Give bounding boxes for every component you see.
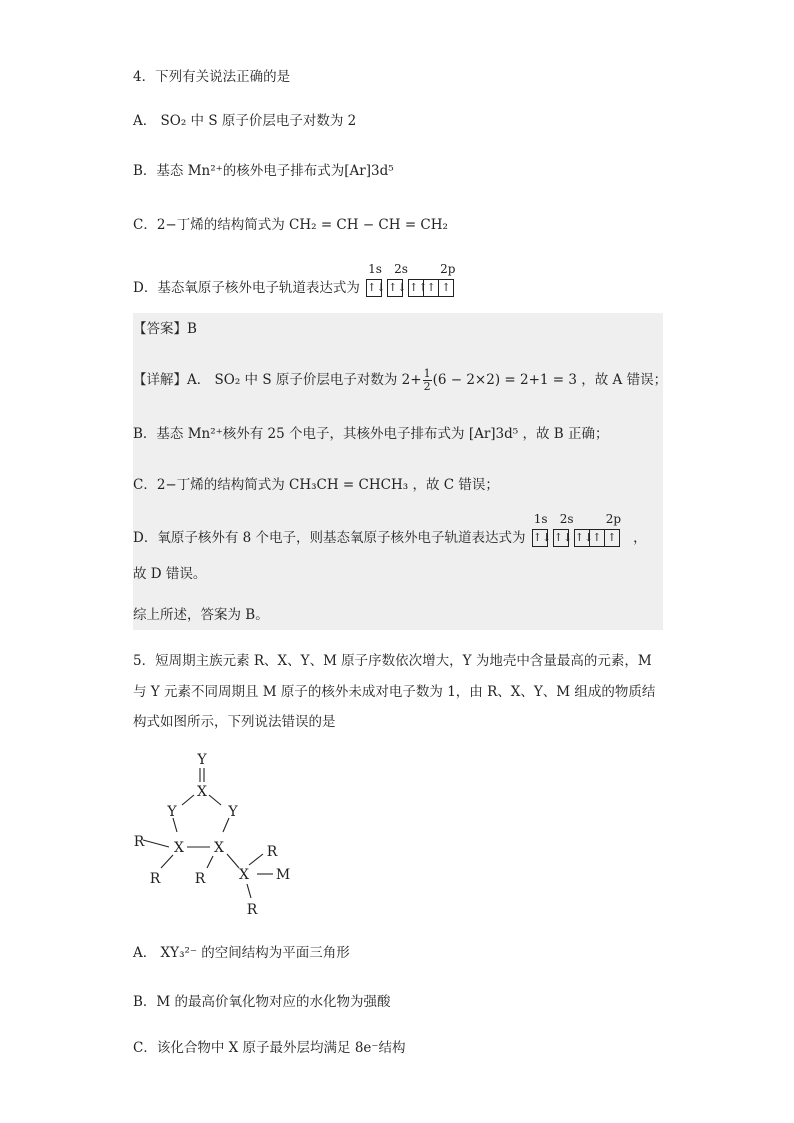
detail-a-text: 【详解】A． SO₂ 中 S 原子价层电子对数为 2+ (133, 372, 422, 388)
q4-option-a: A． SO₂ 中 S 原子价层电子对数为 2 (133, 113, 357, 129)
detail-d-comma: ， (633, 530, 647, 546)
fraction (423, 368, 432, 393)
answer-detail-d-end: 故 D 错误。 (133, 566, 207, 582)
q5-line-2: 与 Y 元素不同周期且 M 原子的核外未成对电子数为 1，由 R、X、Y、M 组成的物质结 (133, 684, 656, 700)
atom-r-upper-right: R (266, 844, 278, 860)
q4-option-b-config: [Ar]3d⁵ (344, 163, 394, 179)
detail-a-result: (6 − 2×2) = 2+1 = 3 ，故 A 错误； (432, 372, 668, 388)
orbital-box-2p-3: ↑ (439, 279, 454, 297)
atom-r-bottom: R (246, 902, 258, 918)
orbital-diagram-question (366, 262, 459, 297)
answer-summary: 综上所述，答案为 B。 (133, 607, 269, 623)
orbital-label-1s: 1s (368, 262, 382, 276)
answer-label: 【答案】B (133, 321, 197, 337)
q4-option-b (133, 162, 394, 180)
atom-r-bottom-left: R (149, 871, 161, 887)
orbital-label-1s: 1s (533, 512, 548, 526)
q4-option-c: C．2−丁烯的结构简式为 CH₂ = CH − CH = CH₂ (133, 217, 448, 233)
orbital-box-2s: ↑↓ (387, 279, 403, 297)
q4-option-d (133, 262, 459, 297)
answer-detail-b: B．基态 Mn²⁺核外有 25 个电子，其核外电子排布式为 [Ar]3d⁵ ，故 B 正确； (133, 426, 609, 442)
orbital-label-2s: 2s (559, 512, 574, 526)
answer-detail-c: C．2−丁烯的结构简式为 CH₃CH = CHCH₃ ，故 C 错误； (133, 477, 499, 493)
orbital-label-2p: 2p (440, 262, 456, 276)
atom-y-left: Y (167, 804, 177, 820)
atom-y-top: Y (197, 752, 207, 768)
fraction-denominator: 2 (423, 380, 431, 393)
orbital-box-2p-1: ↑↑ (408, 279, 424, 297)
q5-option-c: C．该化合物中 X 原子最外层均满足 8e⁻结构 (133, 1040, 406, 1056)
atom-x-top: X (197, 784, 207, 800)
q4-option-d-text: D．基态氧原子核外电子轨道表达式为 (133, 280, 360, 296)
detail-d-text: D．氧原子核外有 8 个电子，则基态氧原子核外电子轨道表达式为 (133, 530, 526, 546)
atom-r-bottom-middle: R (194, 871, 206, 887)
answer-panel (133, 313, 663, 630)
atom-m: M (275, 867, 291, 883)
orbital-box-2p-2: ↑ (424, 279, 439, 297)
orbital-diagram-answer (532, 512, 625, 547)
structure-diagram (125, 750, 305, 920)
atom-x-right: X (239, 867, 249, 883)
atom-r-left: R (133, 834, 145, 850)
q5-option-a: A． XY₃²⁻ 的空间结构为平面三角形 (133, 945, 350, 961)
answer-detail-a (133, 368, 667, 393)
orbital-label-2s: 2s (394, 262, 408, 276)
orbital-box-2p-3: ↑ (605, 529, 620, 547)
orbital-label-2p: 2p (605, 512, 622, 526)
q5-line-1: 5．短周期主族元素 R、X、Y、M 原子序数依次增大，Y 为地壳中含量最高的元素，M (133, 653, 652, 669)
q4-option-b-text: B．基态 Mn²⁺的核外电子排布式为 (133, 163, 345, 179)
q5-option-b: B．M 的最高价氧化物对应的水化物为强酸 (133, 994, 391, 1010)
orbital-box-2s: ↑↓ (553, 529, 569, 547)
atom-x-middle: X (214, 840, 224, 856)
atom-y-right: Y (228, 804, 238, 820)
orbital-box-1s: ↑↓ (532, 529, 548, 547)
orbital-box-1s: ↑↓ (366, 279, 382, 297)
orbital-box-2p-1: ↑↓ (574, 529, 590, 547)
fraction-numerator: 1 (423, 367, 431, 380)
orbital-box-2p-2: ↑ (590, 529, 605, 547)
answer-detail-d (133, 512, 647, 547)
q4-title: 4．下列有关说法正确的是 (133, 69, 291, 85)
q5-line-3: 构式如图所示，下列说法错误的是 (133, 714, 336, 730)
atom-x-left: X (174, 840, 184, 856)
